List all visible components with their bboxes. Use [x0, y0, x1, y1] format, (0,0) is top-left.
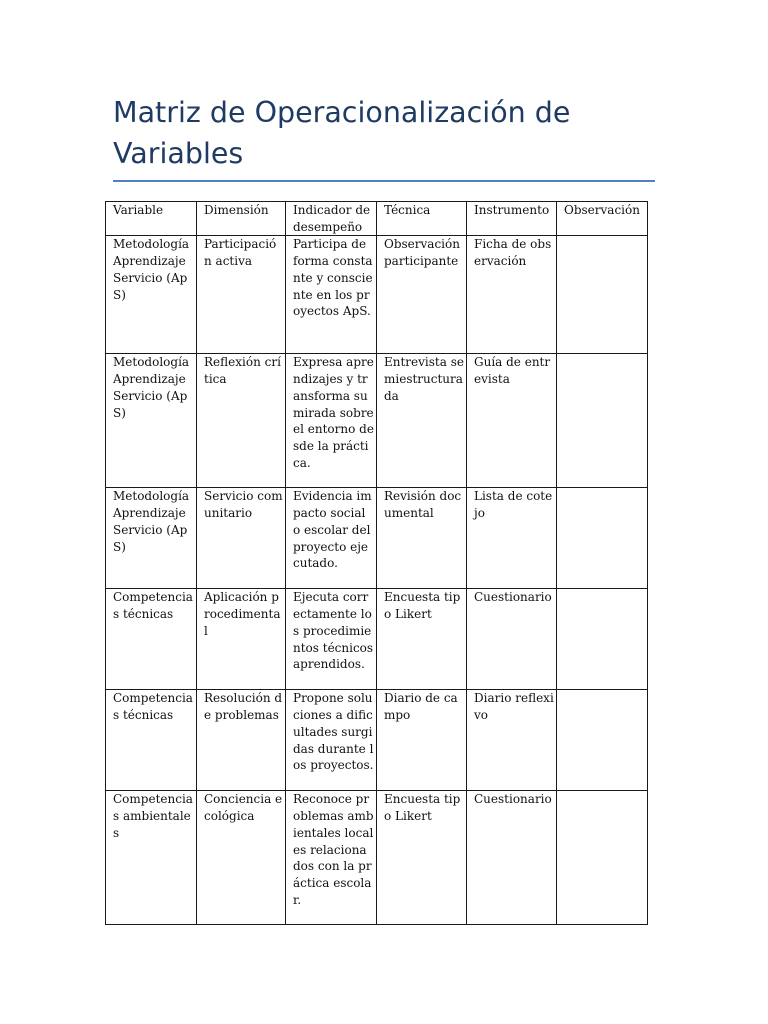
- cell-instrument: Cuestionario: [467, 791, 557, 925]
- cell-technique: Diario de campo: [377, 690, 467, 791]
- table-row: [106, 236, 648, 354]
- cell-dimension: Resolución de problemas: [197, 690, 286, 791]
- table-row: [106, 690, 648, 791]
- cell-dimension: Participación activa: [197, 236, 286, 354]
- cell-indicator: Ejecuta correctamente los procedimientos técnicos aprendidos.: [286, 589, 377, 690]
- table-row: [106, 354, 648, 488]
- header-observation: Observación: [557, 202, 648, 236]
- cell-indicator: Reconoce problemas ambientales locales relacionados con la práctica escolar.: [286, 791, 377, 925]
- cell-observation: [557, 791, 648, 925]
- cell-instrument: Lista de cotejo: [467, 488, 557, 589]
- cell-dimension: Aplicación procedimental: [197, 589, 286, 690]
- header-instrument: Instrumento: [467, 202, 557, 236]
- header-indicator: Indicador de desempeño: [286, 202, 377, 236]
- cell-observation: [557, 690, 648, 791]
- table-row: [106, 488, 648, 589]
- header-technique: Técnica: [377, 202, 467, 236]
- table-header-row: [106, 202, 648, 236]
- cell-indicator: Participa de forma constante y consciente en los proyectos ApS.: [286, 236, 377, 354]
- cell-variable: Metodología Aprendizaje Servicio (ApS): [106, 236, 197, 354]
- cell-observation: [557, 589, 648, 690]
- cell-variable: Competencias técnicas: [106, 690, 197, 791]
- cell-variable: Competencias ambientales: [106, 791, 197, 925]
- cell-dimension: Servicio comunitario: [197, 488, 286, 589]
- cell-indicator: Expresa aprendizajes y transforma su mirada sobre el entorno desde la práctica.: [286, 354, 377, 488]
- header-variable: Variable: [106, 202, 197, 236]
- cell-instrument: Guía de entrevista: [467, 354, 557, 488]
- table-row: [106, 791, 648, 925]
- cell-observation: [557, 488, 648, 589]
- cell-technique: Observación participante: [377, 236, 467, 354]
- cell-dimension: Conciencia ecológica: [197, 791, 286, 925]
- cell-technique: Entrevista semiestructurada: [377, 354, 467, 488]
- cell-indicator: Evidencia impacto social o escolar del proyecto ejecutado.: [286, 488, 377, 589]
- cell-observation: [557, 354, 648, 488]
- cell-technique: Encuesta tipo Likert: [377, 791, 467, 925]
- cell-instrument: Ficha de observación: [467, 236, 557, 354]
- title-underline: [113, 180, 655, 182]
- cell-variable: Competencias técnicas: [106, 589, 197, 690]
- cell-variable: Metodología Aprendizaje Servicio (ApS): [106, 354, 197, 488]
- operationalization-matrix-table: [105, 201, 648, 925]
- cell-indicator: Propone soluciones a dificultades surgidas durante los proyectos.: [286, 690, 377, 791]
- cell-dimension: Reflexión crítica: [197, 354, 286, 488]
- cell-instrument: Diario reflexivo: [467, 690, 557, 791]
- cell-instrument: Cuestionario: [467, 589, 557, 690]
- cell-technique: Revisión documental: [377, 488, 467, 589]
- cell-variable: Metodología Aprendizaje Servicio (ApS): [106, 488, 197, 589]
- header-dimension: Dimensión: [197, 202, 286, 236]
- cell-technique: Encuesta tipo Likert: [377, 589, 467, 690]
- cell-observation: [557, 236, 648, 354]
- page-title: Matriz de Operacionalización de Variables: [113, 96, 571, 170]
- table-row: [106, 589, 648, 690]
